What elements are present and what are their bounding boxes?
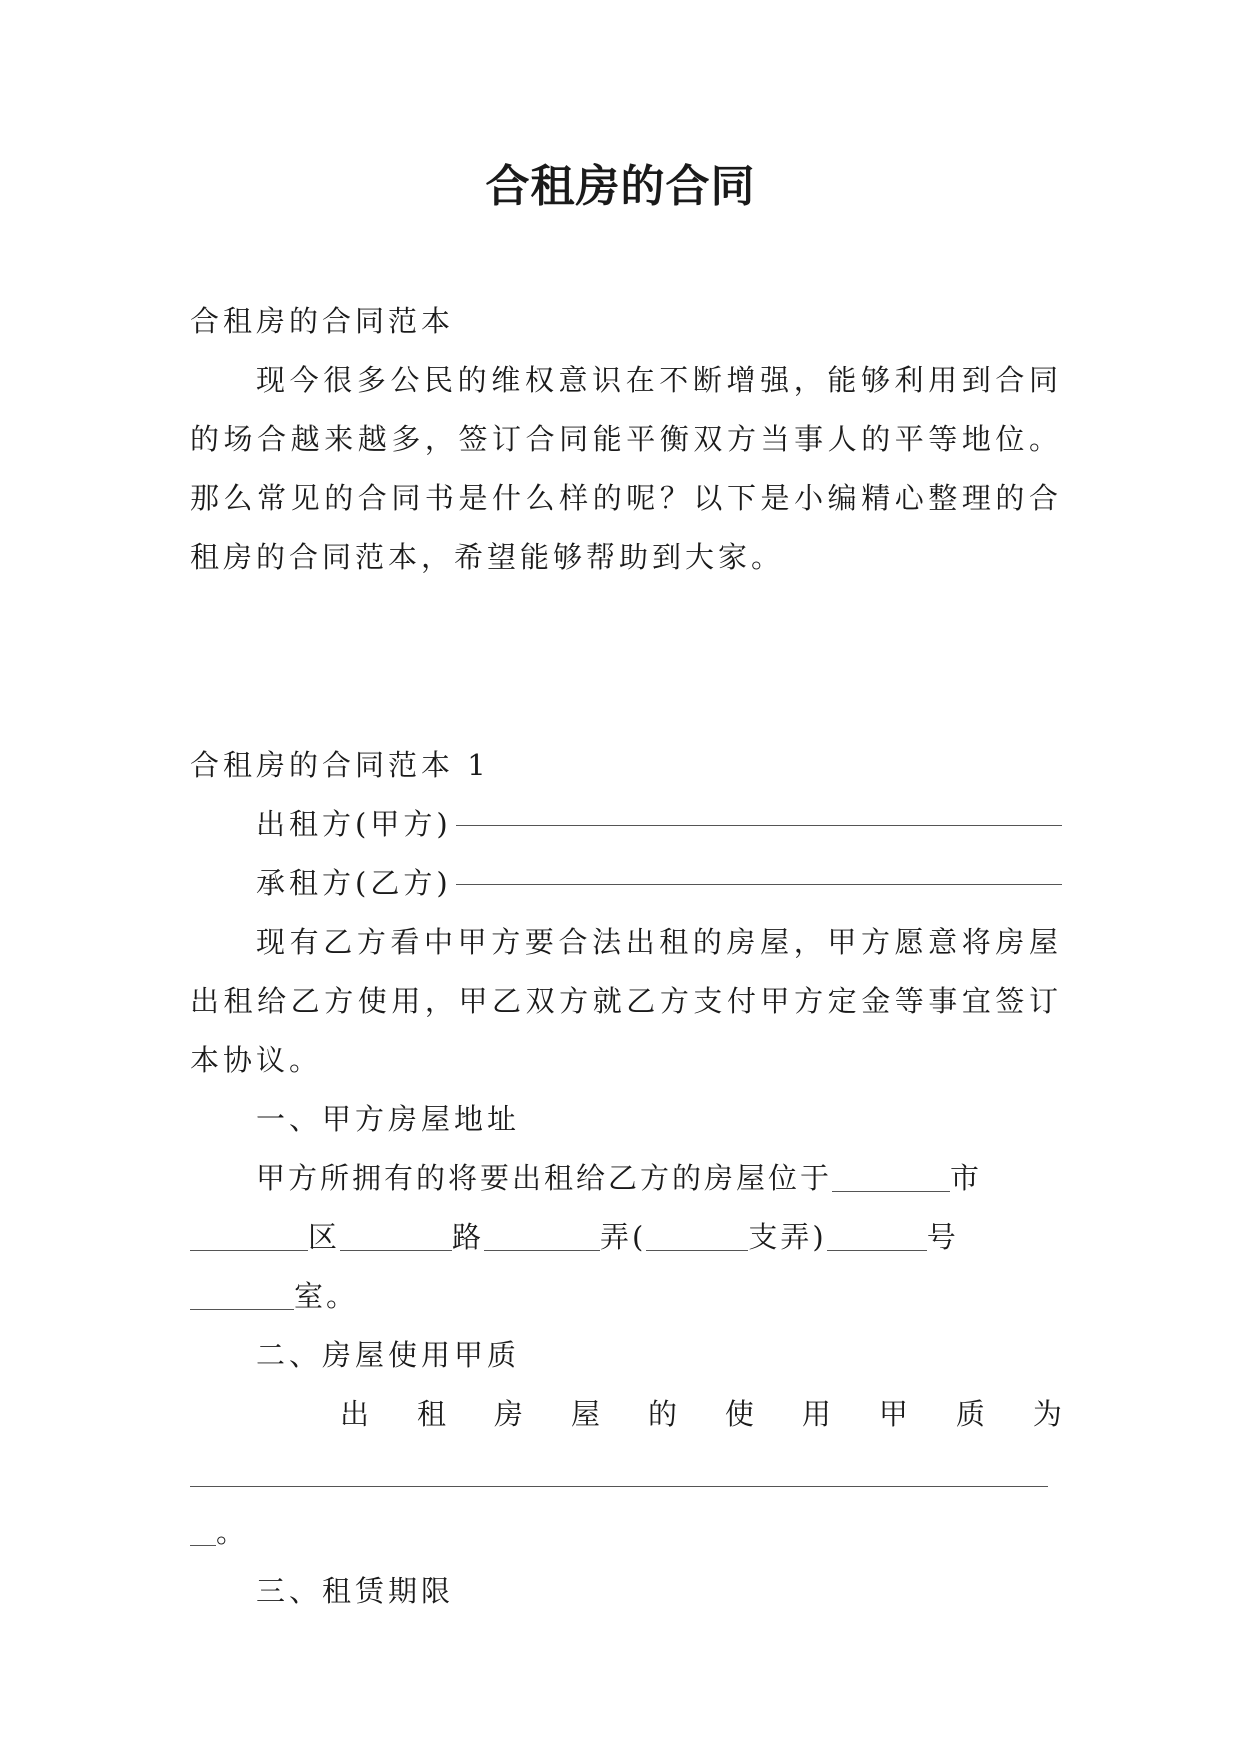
clause2-heading: 二、房屋使用甲质 xyxy=(256,1338,521,1372)
lessor-blank xyxy=(456,795,1062,826)
spread-char: 房 xyxy=(493,1397,523,1431)
spread-char: 出 xyxy=(340,1397,370,1431)
lane-blank xyxy=(484,1220,600,1251)
lessor-line xyxy=(190,795,1062,854)
spread-char: 用 xyxy=(801,1397,831,1431)
intro-paragraph: 现今很多公民的维权意识在不断增强，能够利用到合同的场合越来越多，签订合同能平衡双方当事人的平等地位。那么常见的合同书是什么样的呢？以下是小编精心整理的合租房的合同范本，希望能够帮助到大家。 xyxy=(190,363,1062,574)
lessor-label: 出租方(甲方) xyxy=(256,807,452,841)
number-blank xyxy=(827,1220,927,1251)
branch-lane-label: 支弄) xyxy=(748,1220,827,1254)
spread-char: 为 xyxy=(1032,1397,1062,1431)
spread-char: 甲 xyxy=(878,1397,908,1431)
usage-end-mark: 。 xyxy=(216,1515,250,1549)
spread-char: 使 xyxy=(724,1397,754,1431)
spread-char: 质 xyxy=(955,1397,985,1431)
clause2-spread-line xyxy=(190,1385,1062,1444)
clause1-address xyxy=(190,1149,1062,1326)
district-label: 区 xyxy=(308,1220,341,1254)
branch-lane-blank xyxy=(646,1220,748,1251)
city-label: 市 xyxy=(950,1161,983,1195)
room-label: 室。 xyxy=(294,1279,359,1313)
intro-heading: 合租房的合同范本 xyxy=(190,304,455,338)
section-spacer xyxy=(190,587,1062,736)
usage-blank-line xyxy=(190,1444,1062,1503)
city-blank xyxy=(832,1161,950,1192)
lessee-label: 承租方(乙方) xyxy=(256,866,452,900)
lessee-line xyxy=(190,854,1062,913)
spread-char: 的 xyxy=(647,1397,677,1431)
spread-char: 租 xyxy=(416,1397,446,1431)
road-blank xyxy=(340,1220,452,1251)
number-label: 号 xyxy=(926,1220,959,1254)
usage-end-line xyxy=(190,1503,1062,1562)
district-blank xyxy=(190,1220,308,1251)
section1-heading: 合租房的合同范本 1 xyxy=(190,748,490,782)
usage-blank-tail xyxy=(190,1515,216,1546)
room-blank xyxy=(190,1279,294,1310)
clause3-heading: 三、租赁期限 xyxy=(256,1574,455,1608)
clause1-heading: 一、甲方房屋地址 xyxy=(256,1102,521,1136)
document-title: 合租房的合同 xyxy=(485,161,756,212)
lessee-blank xyxy=(456,854,1062,885)
road-label: 路 xyxy=(452,1220,485,1254)
agreement-paragraph: 现有乙方看中甲方要合法出租的房屋，甲方愿意将房屋出租给乙方使用，甲乙双方就乙方支付甲方定金等事宜签订本协议。 xyxy=(190,925,1062,1077)
document-body xyxy=(190,292,1062,1621)
lane-label: 弄( xyxy=(600,1220,647,1254)
spread-char: 屋 xyxy=(570,1397,600,1431)
address-prefix: 甲方所拥有的将要出租给乙方的房屋位于 xyxy=(256,1161,833,1195)
